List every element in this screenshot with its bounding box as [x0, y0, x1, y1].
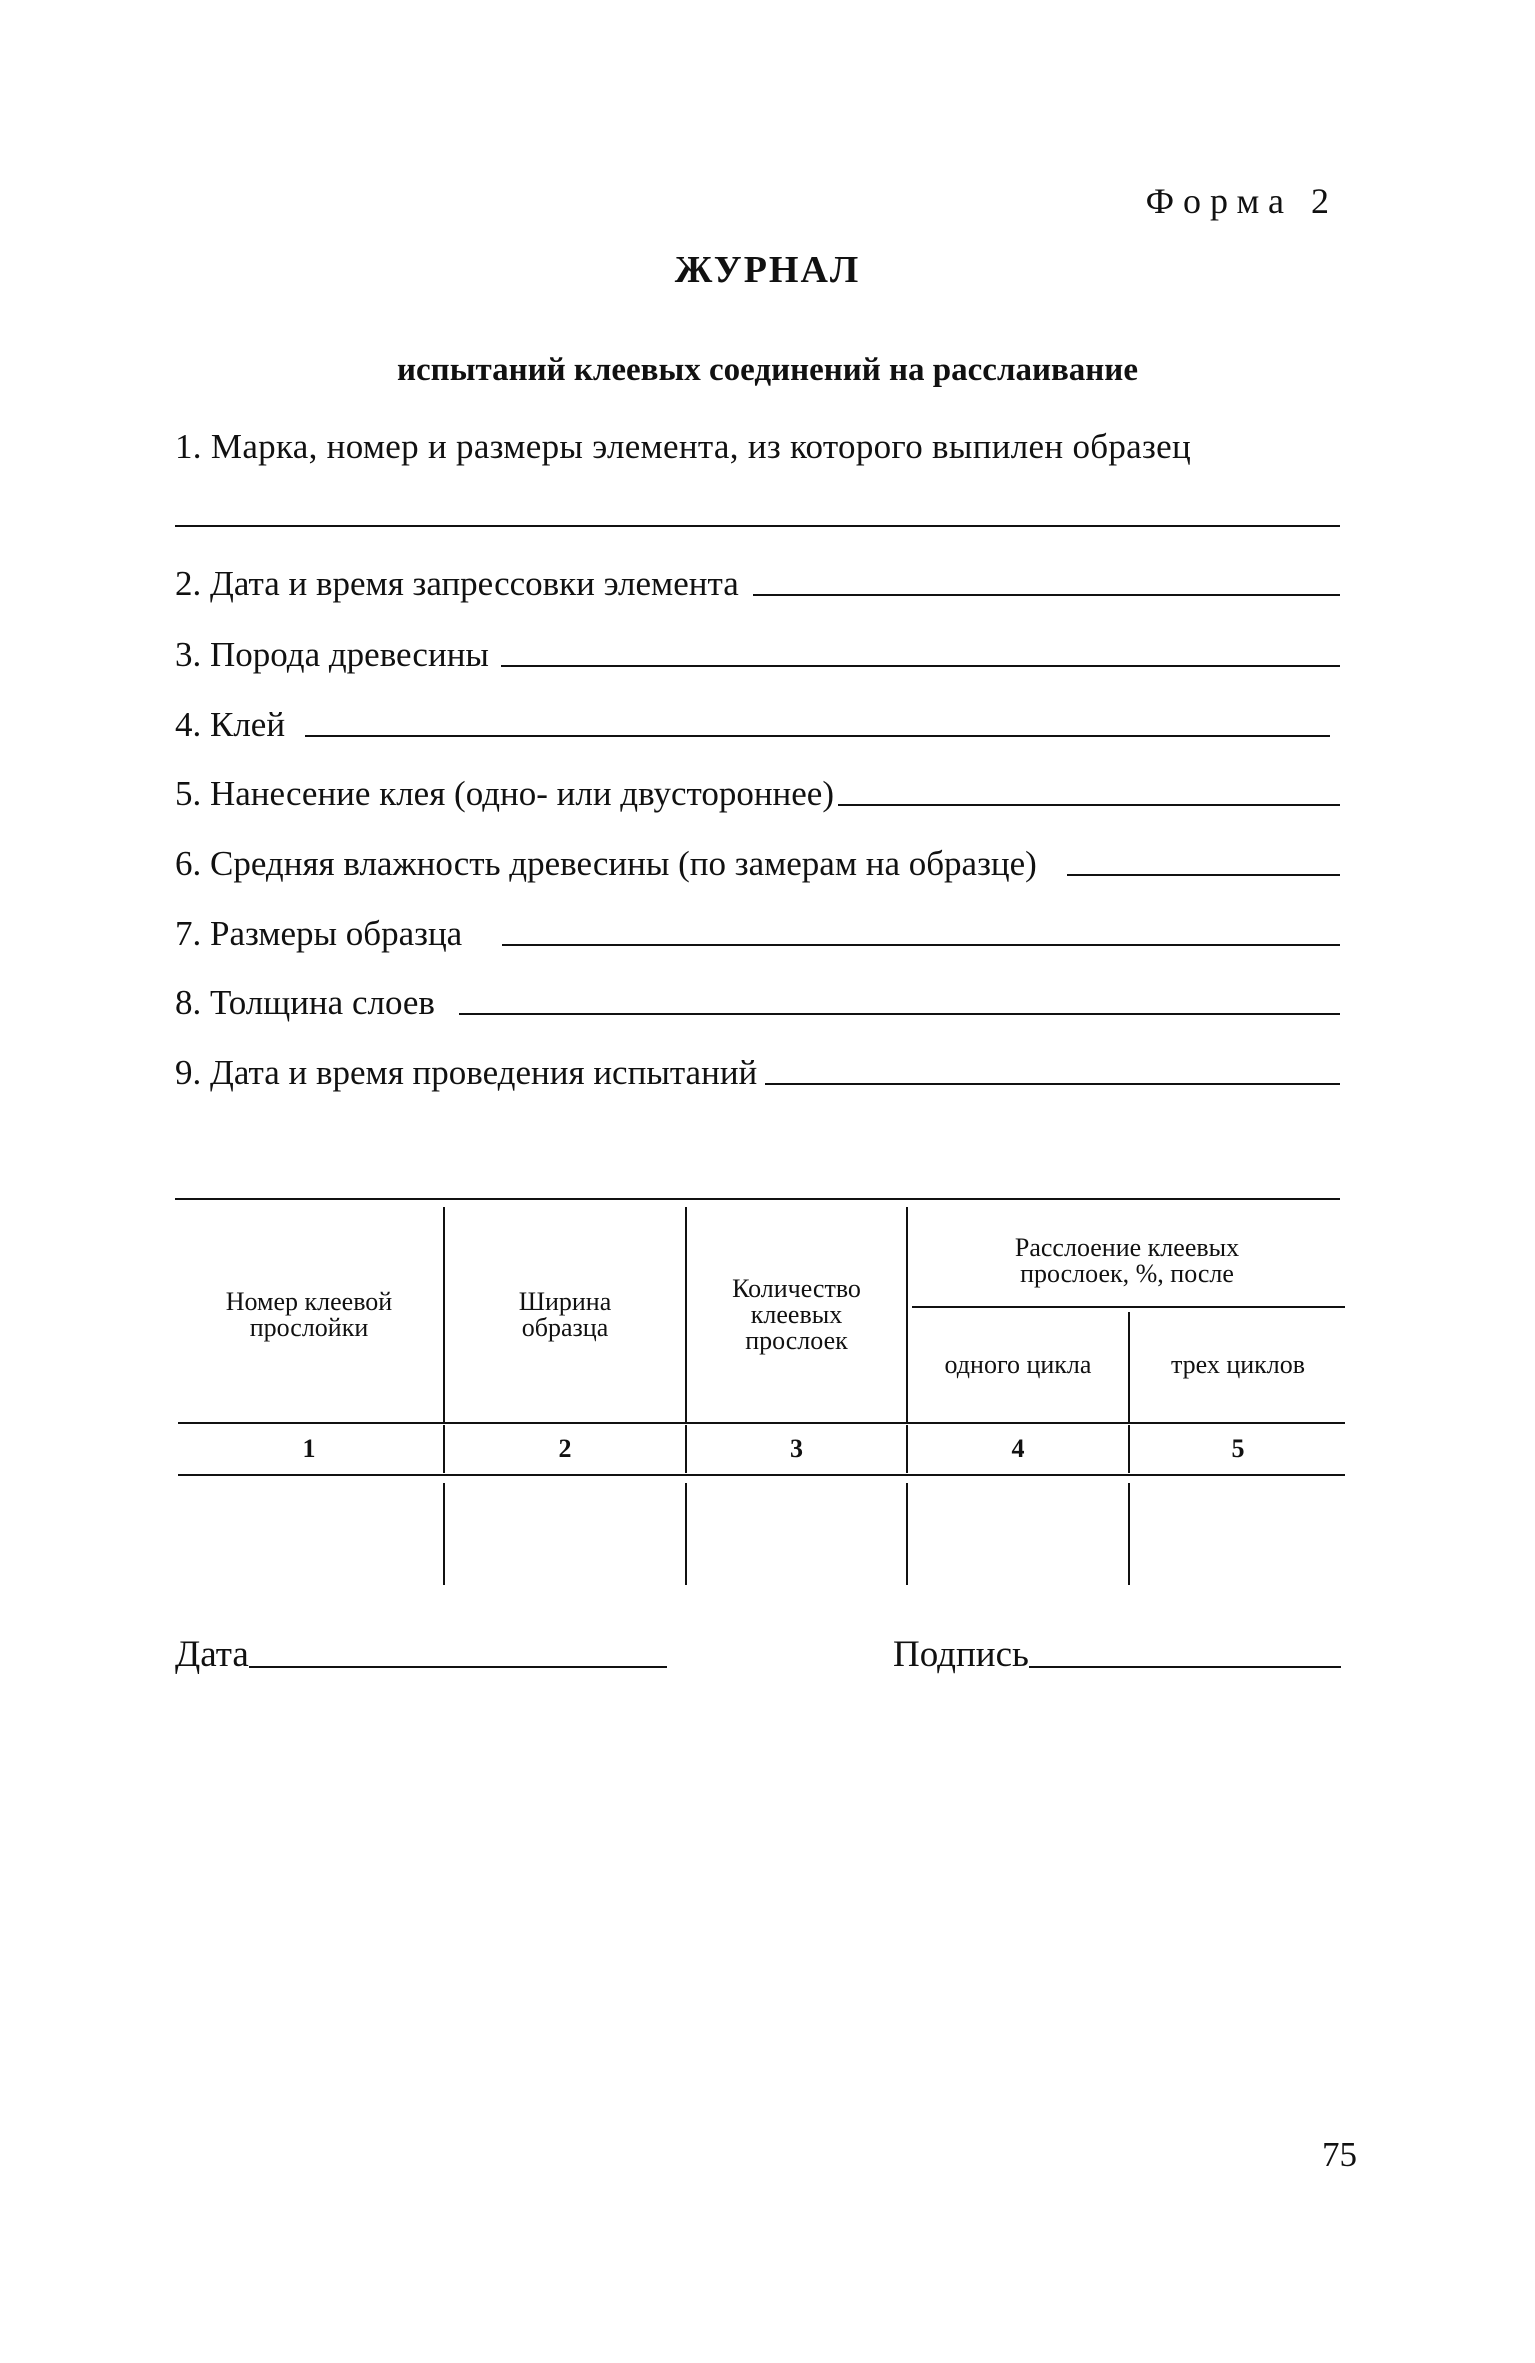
- column-number-3: 3: [790, 1434, 803, 1463]
- field-5: [175, 772, 1340, 816]
- field-7-fill-line[interactable]: [502, 930, 1340, 946]
- table-top-rule: [175, 1198, 1340, 1200]
- journal-title: ЖУРНАЛ: [674, 249, 861, 291]
- date-signature-field: [175, 1633, 667, 1676]
- field-8: [175, 981, 1340, 1025]
- page-number: 75: [1322, 2135, 1357, 2174]
- table-vline-1b: [443, 1425, 445, 1473]
- field-1-label: 1. Марка, номер и размеры элемента, из которого выпилен образец: [175, 427, 1191, 466]
- table-vline-3b: [906, 1425, 908, 1473]
- table-vline-2c: [685, 1483, 687, 1585]
- column-number-5: 5: [1231, 1434, 1245, 1463]
- table-vline-3c: [906, 1483, 908, 1585]
- table-header-col1: [178, 1210, 440, 1420]
- field-3-label: 3. Порода древесины: [175, 635, 489, 674]
- field-9: [175, 1051, 1340, 1095]
- signature-field: [893, 1633, 1341, 1676]
- table-header-group: [909, 1218, 1345, 1304]
- header-layer-count: Количество клеевых прослоек: [732, 1274, 861, 1355]
- table-vline-2b: [685, 1425, 687, 1473]
- header-layer-number: Номер клеевой прослойки: [225, 1287, 393, 1342]
- field-6: [175, 842, 1340, 886]
- field-4-label: 4. Клей: [175, 705, 286, 744]
- table-cell[interactable]: [688, 1480, 905, 1584]
- header-three-cycles: трех циклов: [1170, 1350, 1306, 1379]
- table-group-rule: [912, 1306, 1345, 1308]
- table-vline-4: [1128, 1312, 1130, 1422]
- form-number-label: Форма 2: [1145, 181, 1338, 221]
- table-vline-1c: [443, 1483, 445, 1585]
- field-6-label: 6. Средняя влажность древесины (по замерам на образце): [175, 844, 1037, 883]
- table-cell[interactable]: [909, 1480, 1127, 1584]
- field-2: [175, 562, 1340, 606]
- field-1-fill-line[interactable]: [175, 525, 1340, 527]
- field-4: [175, 703, 1330, 747]
- column-number-2: 2: [558, 1434, 572, 1463]
- field-9-label: 9. Дата и время проведения испытаний: [175, 1053, 758, 1092]
- table-vline-3: [906, 1207, 908, 1422]
- table-header-col4: [909, 1310, 1127, 1420]
- field-8-fill-line[interactable]: [459, 999, 1340, 1015]
- table-header-rule: [178, 1422, 1345, 1424]
- field-5-fill-line[interactable]: [838, 790, 1340, 806]
- header-one-cycle: одного цикла: [944, 1350, 1092, 1379]
- signature-fill-line[interactable]: [1029, 1656, 1341, 1668]
- field-7-label: 7. Размеры образца: [175, 914, 463, 953]
- table-numbers-rule: [178, 1474, 1345, 1476]
- field-3-fill-line[interactable]: [501, 651, 1340, 667]
- journal-subtitle: испытаний клеевых соединений на расслаивание: [397, 352, 1138, 388]
- table-vline-4c: [1128, 1483, 1130, 1585]
- table-vline-1: [443, 1207, 445, 1422]
- table-header-col2: [446, 1210, 684, 1420]
- table-header-col5: [1131, 1310, 1345, 1420]
- field-2-fill-line[interactable]: [753, 580, 1340, 596]
- field-3: [175, 633, 1340, 677]
- date-label: Дата: [175, 1634, 249, 1675]
- header-sample-width: Ширина образца: [518, 1287, 612, 1342]
- field-5-label: 5. Нанесение клея (одно- или двустороннее): [175, 774, 835, 813]
- table-cell[interactable]: [446, 1480, 684, 1584]
- field-7: [175, 912, 1340, 956]
- table-row: [178, 1480, 440, 1584]
- table-header-col3: [688, 1210, 905, 1420]
- table-vline-2: [685, 1207, 687, 1422]
- signature-label: Подпись: [893, 1634, 1029, 1675]
- field-9-fill-line[interactable]: [765, 1069, 1340, 1085]
- column-number-1: 1: [302, 1434, 316, 1463]
- field-4-fill-line[interactable]: [305, 721, 1330, 737]
- field-2-label: 2. Дата и время запрессовки элемента: [175, 564, 739, 603]
- header-delamination: Расслоение клеевых прослоек, %, после: [1014, 1233, 1240, 1288]
- field-8-label: 8. Толщина слоев: [175, 983, 435, 1022]
- column-number-4: 4: [1011, 1434, 1025, 1463]
- date-fill-line[interactable]: [249, 1656, 667, 1668]
- table-vline-4b: [1128, 1425, 1130, 1473]
- table-cell[interactable]: [1131, 1480, 1345, 1584]
- field-6-fill-line[interactable]: [1067, 860, 1340, 876]
